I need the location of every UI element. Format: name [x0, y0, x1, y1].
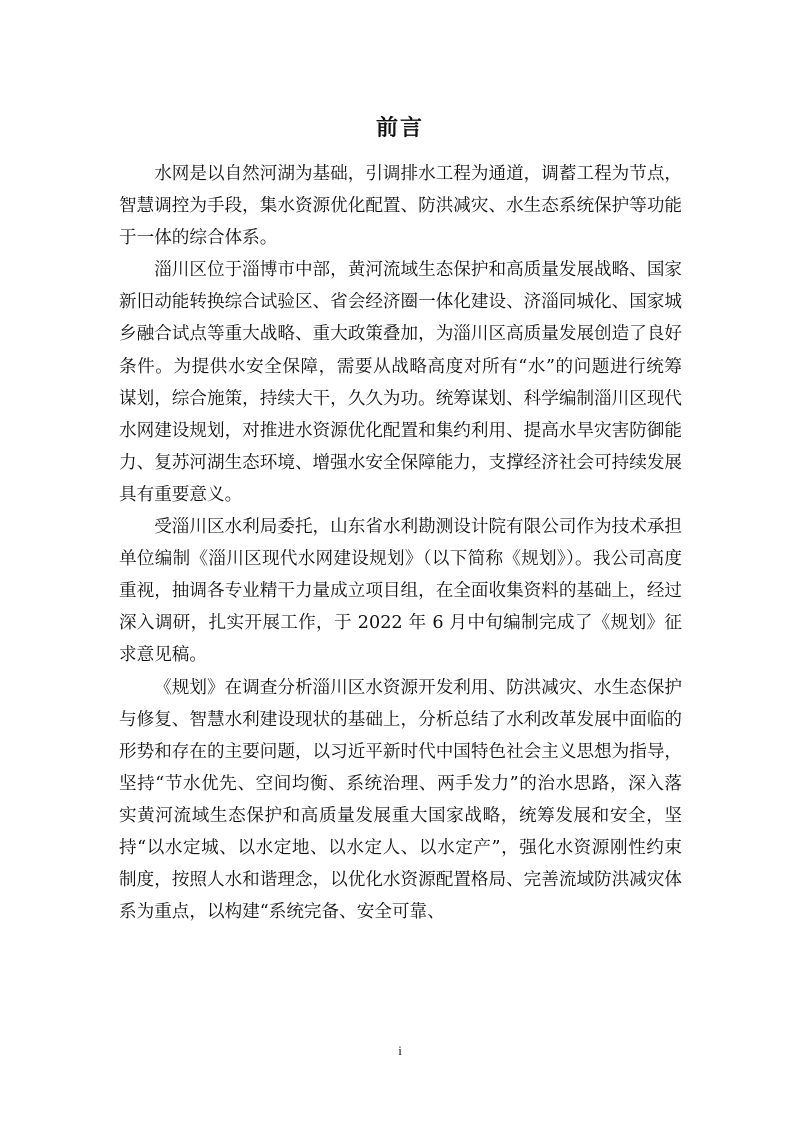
body-text — [119, 158, 682, 928]
page-title: 前言 — [375, 116, 424, 141]
paragraph-1: 水网是以自然河湖为基础，引调排水工程为通道，调蓄工程为节点，智慧调控为手段，集水资源优化配置、防洪减灾、水生态系统保护等功能于一体的综合体系。 — [119, 164, 683, 249]
paragraph-2: 淄川区位于淄博市中部，黄河流域生态保护和高质量发展战略、国家新旧动能转换综合试验区、省会经济圈一体化建设、济淄同城化、国家城乡融合试点等重大战略、重大政策叠加，为淄川区高质量发展创造了良好条件。为提供水安全保障，需要从战略高度对所有“水”的问题进行统筹谋划，综合施策，持续大干，久久为功。统筹谋划、科学编制淄川区现代水网建设规划，对推进水资源优化配置和集约利用、提高水旱灾害防御能力、复苏河湖生态环境、增强水安全保障能力，支撑经济社会可持续发展具有重要意义。 — [119, 260, 683, 505]
paragraph-4: 《规划》在调查分析淄川区水资源开发利用、防洪减灾、水生态保护与修复、智慧水利建设现状的基础上，分析总结了水利改革发展中面临的形势和存在的主要问题，以习近平新时代中国特色社会主义思想为指导，坚持“节水优先、空间均衡、系统治理、两手发力”的治水思路，深入落实黄河流域生态保护和高质量发展重大国家战略，统筹发展和安全，坚持“以水定城、以水定地、以水定人、以水定产”，强化水资源刚性约束制度，按照人水和谐理念，以优化水资源配置格局、完善流域防洪减灾体系为重点，以构建“系统完备、安全可靠、 — [119, 677, 683, 923]
page-number: i — [398, 1043, 402, 1058]
paragraph-3: 受淄川区水利局委托，山东省水利勘测设计院有限公司作为技术承担单位编制《淄川区现代水网建设规划》（以下简称《规划》）。我公司高度重视，抽调各专业精干力量成立项目组，在全面收集资料的基础上，经过深入调研，扎实开展工作，于 2022 年 6 月中旬编制完成了《规划》征求意见稿。 — [119, 517, 683, 666]
